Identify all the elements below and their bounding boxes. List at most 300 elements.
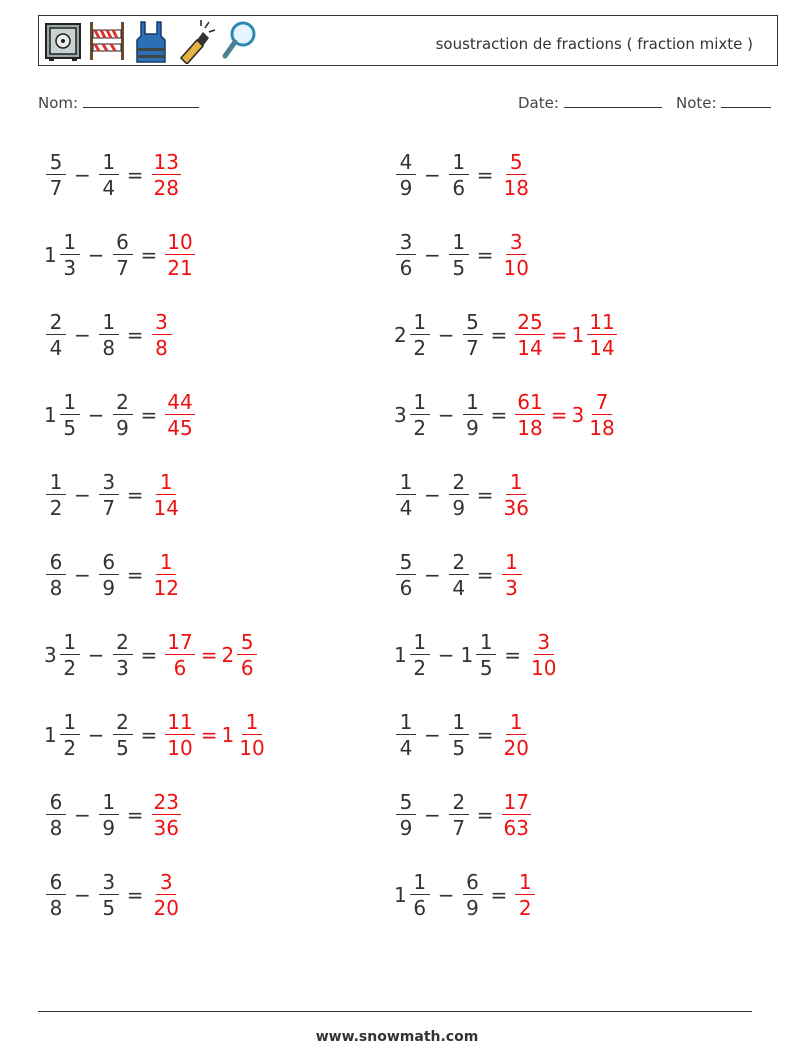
subtrahend-denominator: 7 bbox=[466, 336, 479, 360]
minuend-denominator: 4 bbox=[399, 496, 413, 520]
answer-improper-numerator: 17 bbox=[167, 630, 193, 654]
subtrahend-numerator: 1 bbox=[99, 152, 119, 175]
answer-improper-denominator: 12 bbox=[153, 576, 179, 600]
answer-equals-sign: = bbox=[550, 323, 568, 347]
subtrahend-denominator: 8 bbox=[102, 336, 116, 360]
problem-item bbox=[394, 142, 533, 208]
problem-item bbox=[394, 862, 537, 928]
subtrahend bbox=[447, 792, 471, 838]
subtrahend bbox=[461, 392, 485, 438]
subtrahend-numerator: 2 bbox=[113, 632, 133, 655]
minuend-numerator: 1 bbox=[60, 392, 80, 415]
subtrahend-denominator: 5 bbox=[479, 656, 493, 680]
minuend-denominator: 2 bbox=[63, 656, 77, 680]
minuend bbox=[394, 632, 432, 678]
minuend-fraction bbox=[410, 312, 430, 358]
answer-mixed-numerator: 7 bbox=[592, 392, 612, 415]
answer-mixed-numerator: 1 bbox=[242, 712, 262, 735]
minuend-fraction bbox=[46, 792, 66, 838]
equals-sign: = bbox=[140, 403, 158, 427]
answer-improper-numerator: 17 bbox=[503, 790, 529, 814]
minuend-fraction bbox=[46, 152, 66, 198]
answer-improper-fraction bbox=[165, 712, 194, 758]
flashlight-icon bbox=[175, 18, 215, 64]
minuend-denominator: 6 bbox=[399, 256, 413, 280]
problem-item bbox=[394, 222, 533, 288]
subtrahend-denominator: 4 bbox=[102, 176, 116, 200]
answer-improper-numerator: 1 bbox=[506, 472, 526, 495]
minuend-numerator: 1 bbox=[46, 472, 66, 495]
subtrahend-denominator: 5 bbox=[452, 736, 466, 760]
subtrahend-numerator: 1 bbox=[463, 392, 483, 415]
equals-sign: = bbox=[476, 563, 494, 587]
minuend-numerator: 4 bbox=[396, 152, 416, 175]
answer-mixed bbox=[221, 712, 268, 758]
minuend bbox=[394, 392, 432, 438]
subtrahend-numerator: 6 bbox=[463, 872, 483, 895]
answer-improper-denominator: 36 bbox=[503, 496, 529, 520]
subtrahend-fraction bbox=[449, 152, 469, 198]
answer-improper-denominator: 10 bbox=[503, 256, 529, 280]
minus-sign: − bbox=[87, 723, 105, 747]
minuend-fraction bbox=[46, 472, 66, 518]
minus-sign: − bbox=[424, 243, 441, 267]
subtrahend-numerator: 2 bbox=[449, 472, 469, 495]
minuend-denominator: 4 bbox=[399, 736, 413, 760]
answer-mixed-fraction bbox=[587, 392, 616, 438]
minus-sign: − bbox=[437, 323, 455, 347]
answer-mixed-whole: 2 bbox=[221, 643, 235, 667]
subtrahend-numerator: 6 bbox=[99, 552, 119, 575]
answer bbox=[513, 872, 537, 918]
minuend bbox=[44, 792, 68, 838]
minuend-denominator: 2 bbox=[49, 496, 63, 520]
answer-improper bbox=[163, 392, 196, 438]
minus-sign: − bbox=[424, 563, 441, 587]
minuend-denominator: 3 bbox=[63, 256, 77, 280]
minuend bbox=[44, 312, 68, 358]
minuend-numerator: 5 bbox=[396, 552, 416, 575]
minuend bbox=[44, 392, 82, 438]
note-line[interactable] bbox=[721, 94, 771, 108]
equals-sign: = bbox=[490, 323, 508, 347]
answer-improper-fraction bbox=[152, 472, 181, 518]
subtrahend bbox=[111, 712, 135, 758]
answer-improper-denominator: 2 bbox=[518, 896, 532, 920]
subtrahend-fraction bbox=[463, 392, 483, 438]
subtrahend-numerator: 6 bbox=[113, 232, 133, 255]
minuend-numerator: 1 bbox=[410, 872, 430, 895]
minuend bbox=[44, 152, 68, 198]
subtrahend-denominator: 5 bbox=[116, 736, 129, 760]
minus-sign: − bbox=[74, 883, 91, 907]
minuend bbox=[394, 712, 418, 758]
subtrahend-fraction bbox=[113, 232, 133, 278]
answer-mixed-denominator: 6 bbox=[240, 656, 254, 680]
subtrahend bbox=[111, 632, 135, 678]
safe-icon bbox=[43, 18, 83, 64]
subtrahend-numerator: 1 bbox=[449, 712, 469, 735]
minuend bbox=[44, 872, 68, 918]
problem-item bbox=[44, 542, 183, 608]
subtrahend-fraction bbox=[463, 312, 483, 358]
subtrahend-numerator: 2 bbox=[449, 552, 469, 575]
minuend-denominator: 2 bbox=[413, 656, 427, 680]
subtrahend-denominator: 9 bbox=[102, 816, 116, 840]
answer bbox=[513, 392, 618, 438]
answer bbox=[163, 392, 196, 438]
minuend-numerator: 5 bbox=[396, 792, 416, 815]
answer-improper bbox=[500, 472, 533, 518]
minuend-whole: 1 bbox=[394, 643, 407, 667]
subtrahend-numerator: 1 bbox=[449, 232, 469, 255]
minuend-denominator: 2 bbox=[413, 336, 427, 360]
minuend-fraction bbox=[396, 232, 416, 278]
minuend-fraction bbox=[60, 392, 80, 438]
minus-sign: − bbox=[87, 243, 105, 267]
subtrahend-numerator: 1 bbox=[476, 632, 496, 655]
answer-improper bbox=[513, 872, 537, 918]
minuend-numerator: 6 bbox=[46, 552, 66, 575]
equals-sign: = bbox=[476, 803, 494, 827]
minus-sign: − bbox=[74, 323, 91, 347]
answer-improper bbox=[513, 392, 546, 438]
problem-item bbox=[44, 782, 183, 848]
minuend-denominator: 5 bbox=[63, 416, 77, 440]
header-icons bbox=[43, 18, 259, 64]
answer bbox=[513, 312, 618, 358]
subtrahend bbox=[97, 792, 121, 838]
answer-improper-denominator: 28 bbox=[153, 176, 179, 200]
minus-sign: − bbox=[424, 803, 441, 827]
subtrahend bbox=[97, 872, 121, 918]
answer-improper-numerator: 44 bbox=[167, 390, 193, 414]
answer-equals-sign: = bbox=[200, 643, 218, 667]
minuend-fraction bbox=[46, 552, 66, 598]
answer-improper-fraction bbox=[152, 552, 181, 598]
barrier-icon bbox=[87, 18, 127, 64]
answer-improper-numerator: 13 bbox=[153, 150, 179, 174]
answer-improper bbox=[163, 632, 196, 678]
answer-mixed-whole: 1 bbox=[221, 723, 235, 747]
problem-item bbox=[394, 702, 533, 768]
minuend-denominator: 7 bbox=[49, 176, 63, 200]
answer-improper-denominator: 8 bbox=[155, 336, 168, 360]
date-line[interactable] bbox=[564, 94, 662, 108]
subtrahend-denominator: 6 bbox=[452, 176, 466, 200]
equals-sign: = bbox=[126, 483, 144, 507]
problem-item bbox=[44, 462, 183, 528]
answer-improper-fraction bbox=[165, 632, 194, 678]
minuend-whole: 1 bbox=[394, 883, 407, 907]
minuend-fraction bbox=[410, 632, 430, 678]
equals-sign: = bbox=[126, 323, 144, 347]
subtrahend bbox=[111, 232, 135, 278]
subtrahend bbox=[447, 712, 471, 758]
answer-improper-numerator: 3 bbox=[534, 632, 554, 655]
problem-item bbox=[394, 622, 560, 688]
minus-sign: − bbox=[424, 163, 441, 187]
equals-sign: = bbox=[476, 243, 494, 267]
subtrahend bbox=[447, 152, 471, 198]
answer-improper bbox=[163, 232, 196, 278]
minuend-denominator: 2 bbox=[63, 736, 77, 760]
equals-sign: = bbox=[126, 163, 144, 187]
subtrahend-fraction bbox=[463, 872, 483, 918]
subtrahend-numerator: 5 bbox=[463, 312, 483, 335]
name-label: Nom: bbox=[38, 94, 79, 112]
answer-improper-numerator: 1 bbox=[506, 712, 526, 735]
minuend-whole: 1 bbox=[44, 723, 57, 747]
minuend-fraction bbox=[396, 152, 416, 198]
answer-improper-numerator: 61 bbox=[517, 390, 543, 414]
answer-mixed bbox=[571, 392, 618, 438]
subtrahend-whole: 1 bbox=[460, 643, 474, 667]
note-field[interactable] bbox=[676, 94, 771, 112]
answer-mixed-whole: 1 bbox=[571, 323, 585, 347]
minus-sign: − bbox=[74, 483, 91, 507]
subtrahend-numerator: 2 bbox=[113, 392, 133, 415]
footer-divider bbox=[38, 1011, 752, 1012]
minuend-whole: 1 bbox=[44, 403, 57, 427]
answer-improper-denominator: 20 bbox=[153, 896, 179, 920]
minuend bbox=[394, 552, 418, 598]
subtrahend-fraction bbox=[449, 552, 469, 598]
minuend-fraction bbox=[60, 712, 80, 758]
equals-sign: = bbox=[490, 403, 508, 427]
answer-improper-fraction bbox=[152, 152, 181, 198]
answer-improper-numerator: 25 bbox=[517, 310, 543, 334]
minus-sign: − bbox=[74, 163, 91, 187]
subtrahend-fraction bbox=[99, 312, 119, 358]
answer-improper-denominator: 20 bbox=[503, 736, 529, 760]
worksheet-title: soustraction de fractions ( fraction mixte ) bbox=[435, 35, 753, 53]
minus-sign: − bbox=[74, 803, 91, 827]
minus-sign: − bbox=[437, 403, 455, 427]
problem-item bbox=[44, 222, 197, 288]
date-field[interactable] bbox=[518, 94, 662, 112]
answer-equals-sign: = bbox=[200, 723, 218, 747]
answer-mixed bbox=[571, 312, 618, 358]
answer-mixed-fraction bbox=[237, 712, 266, 758]
minuend-fraction bbox=[410, 392, 430, 438]
answer-improper-numerator: 3 bbox=[152, 312, 172, 335]
answer-improper-denominator: 45 bbox=[167, 416, 193, 440]
answer-mixed bbox=[221, 632, 259, 678]
minuend-whole: 3 bbox=[394, 403, 407, 427]
answer bbox=[150, 552, 183, 598]
minuend-numerator: 1 bbox=[396, 472, 416, 495]
subtrahend-fraction bbox=[99, 872, 119, 918]
subtrahend bbox=[111, 392, 135, 438]
answer-mixed-numerator: 5 bbox=[237, 632, 257, 655]
subtrahend-fraction bbox=[476, 632, 496, 678]
answer-improper bbox=[150, 312, 174, 358]
subtrahend-denominator: 9 bbox=[102, 576, 116, 600]
answer bbox=[500, 232, 533, 278]
answer-improper-denominator: 18 bbox=[517, 416, 543, 440]
answer-improper bbox=[513, 312, 546, 358]
minus-sign: − bbox=[437, 883, 455, 907]
answer-improper-fraction bbox=[515, 872, 535, 918]
subtrahend-denominator: 7 bbox=[116, 256, 129, 280]
answer-improper-numerator: 1 bbox=[156, 472, 176, 495]
problem-item bbox=[44, 702, 269, 768]
minuend-whole: 1 bbox=[44, 243, 57, 267]
subtrahend-numerator: 3 bbox=[99, 872, 119, 895]
footer-url: www.snowmath.com bbox=[315, 1029, 479, 1045]
answer bbox=[500, 552, 524, 598]
answer bbox=[500, 152, 533, 198]
subtrahend bbox=[461, 312, 485, 358]
subtrahend bbox=[447, 472, 471, 518]
minuend-numerator: 3 bbox=[396, 232, 416, 255]
minuend-numerator: 1 bbox=[60, 712, 80, 735]
minuend-numerator: 5 bbox=[46, 152, 66, 175]
subtrahend bbox=[461, 872, 485, 918]
answer-improper-numerator: 23 bbox=[153, 790, 179, 814]
problem-item bbox=[394, 782, 533, 848]
subtrahend-fraction bbox=[449, 712, 469, 758]
subtrahend-numerator: 3 bbox=[99, 472, 119, 495]
minuend bbox=[394, 792, 418, 838]
note-label: Note: bbox=[676, 94, 717, 112]
answer-improper-denominator: 63 bbox=[503, 816, 529, 840]
answer-improper-fraction bbox=[502, 792, 531, 838]
subtrahend-fraction bbox=[113, 392, 133, 438]
equals-sign: = bbox=[140, 723, 158, 747]
subtrahend-fraction bbox=[99, 792, 119, 838]
equals-sign: = bbox=[126, 563, 144, 587]
minuend-denominator: 8 bbox=[49, 576, 63, 600]
answer-improper-numerator: 10 bbox=[167, 230, 193, 254]
minuend bbox=[394, 472, 418, 518]
problem-item bbox=[44, 142, 183, 208]
subtrahend-fraction bbox=[113, 712, 133, 758]
problem-item bbox=[44, 382, 197, 448]
minuend-fraction bbox=[396, 792, 416, 838]
answer-improper-fraction bbox=[152, 312, 172, 358]
subtrahend-denominator: 4 bbox=[452, 576, 466, 600]
answer-improper-numerator: 1 bbox=[156, 552, 176, 575]
answer-improper bbox=[150, 552, 183, 598]
minuend-fraction bbox=[60, 232, 80, 278]
answer bbox=[150, 312, 174, 358]
answer bbox=[500, 792, 533, 838]
subtrahend-denominator: 9 bbox=[466, 896, 479, 920]
answer-improper-denominator: 3 bbox=[505, 576, 518, 600]
answer-improper bbox=[527, 632, 560, 678]
answer-improper-numerator: 5 bbox=[506, 152, 526, 175]
minuend-denominator: 2 bbox=[413, 416, 427, 440]
answer-improper-denominator: 10 bbox=[531, 656, 557, 680]
answer-improper-fraction bbox=[502, 152, 531, 198]
equals-sign: = bbox=[476, 483, 494, 507]
minuend-whole: 2 bbox=[394, 323, 407, 347]
answer-improper bbox=[150, 792, 183, 838]
subtrahend bbox=[461, 632, 499, 678]
minuend-denominator: 9 bbox=[399, 816, 413, 840]
answer bbox=[150, 472, 183, 518]
problem-item bbox=[44, 622, 259, 688]
answer-improper-numerator: 11 bbox=[167, 710, 193, 734]
minuend bbox=[44, 552, 68, 598]
name-field[interactable] bbox=[38, 94, 199, 112]
name-line[interactable] bbox=[83, 94, 199, 108]
answer-improper bbox=[163, 712, 196, 758]
minuend-numerator: 1 bbox=[410, 312, 430, 335]
answer-mixed-fraction bbox=[237, 632, 257, 678]
minuend bbox=[394, 312, 432, 358]
minuend-numerator: 1 bbox=[60, 632, 80, 655]
problem-item bbox=[394, 462, 533, 528]
minuend bbox=[394, 872, 432, 918]
minuend-fraction bbox=[60, 632, 80, 678]
answer-improper-fraction bbox=[165, 232, 194, 278]
subtrahend-numerator: 1 bbox=[449, 152, 469, 175]
answer-improper-denominator: 21 bbox=[167, 256, 193, 280]
minuend-denominator: 8 bbox=[49, 816, 63, 840]
answer-improper bbox=[150, 872, 183, 918]
minuend bbox=[44, 712, 82, 758]
minuend bbox=[44, 472, 68, 518]
subtrahend-denominator: 7 bbox=[452, 816, 466, 840]
minuend-denominator: 9 bbox=[399, 176, 413, 200]
answer-improper-denominator: 6 bbox=[173, 656, 187, 680]
equals-sign: = bbox=[140, 243, 158, 267]
subtrahend-fraction bbox=[449, 232, 469, 278]
minus-sign: − bbox=[87, 403, 105, 427]
answer-improper bbox=[150, 472, 183, 518]
answer-improper-fraction bbox=[515, 312, 544, 358]
answer bbox=[150, 152, 183, 198]
answer-improper bbox=[500, 232, 533, 278]
answer-improper-fraction bbox=[502, 472, 531, 518]
answer-improper bbox=[150, 152, 183, 198]
subtrahend-numerator: 1 bbox=[99, 312, 119, 335]
minuend-denominator: 6 bbox=[413, 896, 427, 920]
problem-item bbox=[394, 302, 619, 368]
answer-mixed-denominator: 18 bbox=[589, 416, 615, 440]
answer bbox=[527, 632, 560, 678]
answer-improper bbox=[500, 552, 524, 598]
subtrahend-numerator: 2 bbox=[449, 792, 469, 815]
minuend-fraction bbox=[396, 552, 416, 598]
subtrahend bbox=[447, 232, 471, 278]
magnifier-icon bbox=[219, 18, 259, 64]
subtrahend bbox=[447, 552, 471, 598]
subtrahend bbox=[97, 552, 121, 598]
answer-mixed-fraction bbox=[587, 312, 616, 358]
answer-equals-sign: = bbox=[550, 403, 568, 427]
subtrahend bbox=[97, 312, 121, 358]
subtrahend-fraction bbox=[449, 472, 469, 518]
answer-improper-fraction bbox=[502, 552, 522, 598]
equals-sign: = bbox=[140, 643, 158, 667]
minus-sign: − bbox=[424, 723, 441, 747]
minuend-denominator: 6 bbox=[399, 576, 413, 600]
minuend-numerator: 2 bbox=[46, 312, 66, 335]
subtrahend bbox=[97, 472, 121, 518]
subtrahend-numerator: 1 bbox=[99, 792, 119, 815]
answer-improper-denominator: 18 bbox=[503, 176, 529, 200]
minus-sign: − bbox=[87, 643, 105, 667]
subtrahend-denominator: 9 bbox=[466, 416, 479, 440]
minuend-fraction bbox=[46, 312, 66, 358]
answer-mixed-denominator: 14 bbox=[589, 336, 615, 360]
subtrahend-denominator: 5 bbox=[452, 256, 466, 280]
answer bbox=[163, 712, 268, 758]
